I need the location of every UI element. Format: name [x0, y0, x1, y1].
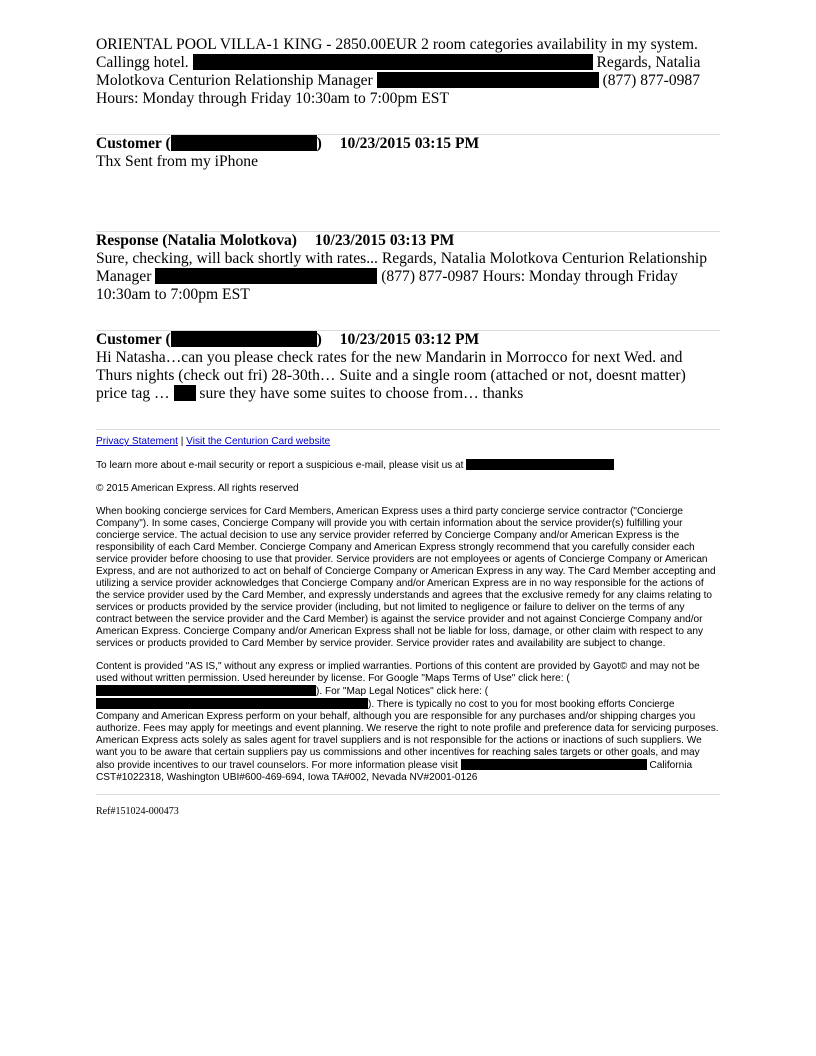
- email-footer: [96, 436, 720, 784]
- divider: [96, 429, 720, 430]
- continuation-text-3: (877) 877-0987 Hours: Monday through Friday 10:30am to 7:00pm EST: [96, 72, 701, 107]
- content-text-2: ). For "Map Legal Notices" click here:: [316, 686, 482, 697]
- paren-open: (: [566, 673, 570, 684]
- redaction-block: [466, 459, 614, 470]
- content-disclaimer: [96, 661, 720, 784]
- divider: [96, 794, 720, 795]
- message-body-text-2: sure they have some suites to choose from… thanks: [199, 385, 524, 402]
- message-sender-prefix: Customer (: [96, 135, 171, 152]
- message-sender-prefix: Customer (: [96, 331, 171, 348]
- email-page: [96, 36, 720, 818]
- message-body-text-1: Hi Natasha…can you please check rates for the new Mandarin in Morrocco for next Wed. and Thurs nights (check out fri) 28-30th… Suite and a single room (attached or not, doesnt matter) price tag …: [96, 349, 686, 402]
- content-text-3: ). There is typically no cost to you for most booking efforts Concierge Company and American Express perform on your behalf, although you are responsible for any purchases and/or shipping charges you authorize. Fees may apply for meetings and event planning. We reserve the right to note profile and preference data for servicing purposes. American Express acts solely as sales agent for travel suppliers and is not responsible for the actions or inactions of such suppliers. We want you to be aware that certain suppliers pay us commissions and other incentives for reaching sales targets or other goals, and may also provide incentives to our travel counselors. For more information please visit: [96, 699, 719, 771]
- message-body-text-2: (877) 877-0987 Hours: Monday through Friday 10:30am to 7:00pm EST: [96, 268, 678, 303]
- message-body: [96, 250, 720, 304]
- redaction-block: [96, 698, 368, 709]
- copyright: © 2015 American Express. All rights reserved: [96, 483, 299, 494]
- message-sender-suffix: ): [316, 331, 322, 348]
- redaction-block: [171, 331, 317, 347]
- redaction-block: [193, 54, 593, 70]
- privacy-statement-link[interactable]: Privacy Statement: [96, 436, 178, 447]
- message-body: [96, 349, 720, 403]
- content-text-1: Content is provided "AS IS," without any express or implied warranties. Portions of this content are provided by Gayot© and may not be used without written permission. Used hereunder by license. For Google "Maps Terms of Use" click here:: [96, 661, 700, 684]
- message-header: [96, 232, 720, 250]
- footer-links: [96, 436, 720, 448]
- centurion-website-link[interactable]: Visit the Centurion Card website: [186, 436, 331, 447]
- redaction-block: [461, 759, 647, 770]
- message-date: 10/23/2015 03:13 PM: [314, 232, 455, 249]
- continuation-text-1: ORIENTAL POOL VILLA-1 KING - 2850.00EUR 2 room categories availability in my system. Callingg hotel.: [96, 36, 698, 71]
- link-separator: |: [180, 436, 184, 447]
- reference-number: Ref#151024-000473: [96, 806, 179, 817]
- message-header: [96, 135, 720, 153]
- message-body: Thx Sent from my iPhone: [96, 153, 258, 170]
- paren-open: (: [484, 686, 489, 697]
- message-date: 10/23/2015 03:15 PM: [339, 135, 480, 152]
- message-item: [96, 135, 720, 231]
- concierge-disclaimer: When booking concierge services for Card Members, American Express uses a third party concierge service contractor ("Concierge Company"). In some cases, Concierge Company will provide you with certain information about the service provider(s) fulfilling your concierge service. The actual decision to use any service provider referred by Concierge Company and/or American Express is the responsibility of each Card Member. Concierge Company and American Express strongly recommend that you carefully consider each service provider before choosing to use that provider. Service providers are not employees or agents of Concierge Company or American Express, and are not authorized to act on behalf of Concierge Company or American Express in any way. The Card Member accepting and utilizing a service provider acknowledges that Concierge Company and/or American Express are in no way responsible for the actions of the service provider used by the Card Member, and expressly understands and agrees that the exclusive remedy for any claims relating to services or products provided by the service provider (including, but not limited to negligence or failure to deliver on the terms of any contract between the service provider and the Card Member) is against the service provider and not against Concierge Company and/or American Express. Concierge Company and/or American Express shall not be liable for loss, damage, or other claim with respect to any services or products provided to Card Member by service provider. Service provider rates and availability are subject to change.: [96, 506, 716, 649]
- message-item: [96, 331, 720, 429]
- redaction-block: [155, 268, 377, 284]
- message-date: 10/23/2015 03:12 PM: [339, 331, 480, 348]
- message-item: [96, 232, 720, 330]
- message-continuation: [96, 36, 720, 108]
- redaction-block: [377, 72, 599, 88]
- continuation-text-2: Regards, Natalia Molotkova Centurion Relationship Manager: [96, 54, 701, 89]
- message-sender: Response (Natalia Molotkova): [96, 232, 297, 249]
- redaction-block: [174, 385, 196, 401]
- message-header: [96, 331, 720, 349]
- message-body-text-1: Sure, checking, will back shortly with rates... Regards, Natalia Molotkova Centurion Relationship Manager: [96, 250, 708, 285]
- redaction-block: [171, 135, 317, 151]
- content-text-4: California CST#1022318, Washington UBI#600-469-694, Iowa TA#002, Nevada NV#2001-0126: [96, 760, 693, 783]
- security-notice: [96, 459, 720, 472]
- security-text: To learn more about e-mail security or report a suspicious e-mail, please visit us at: [96, 460, 464, 471]
- redaction-block: [96, 685, 316, 696]
- message-sender-suffix: ): [316, 135, 322, 152]
